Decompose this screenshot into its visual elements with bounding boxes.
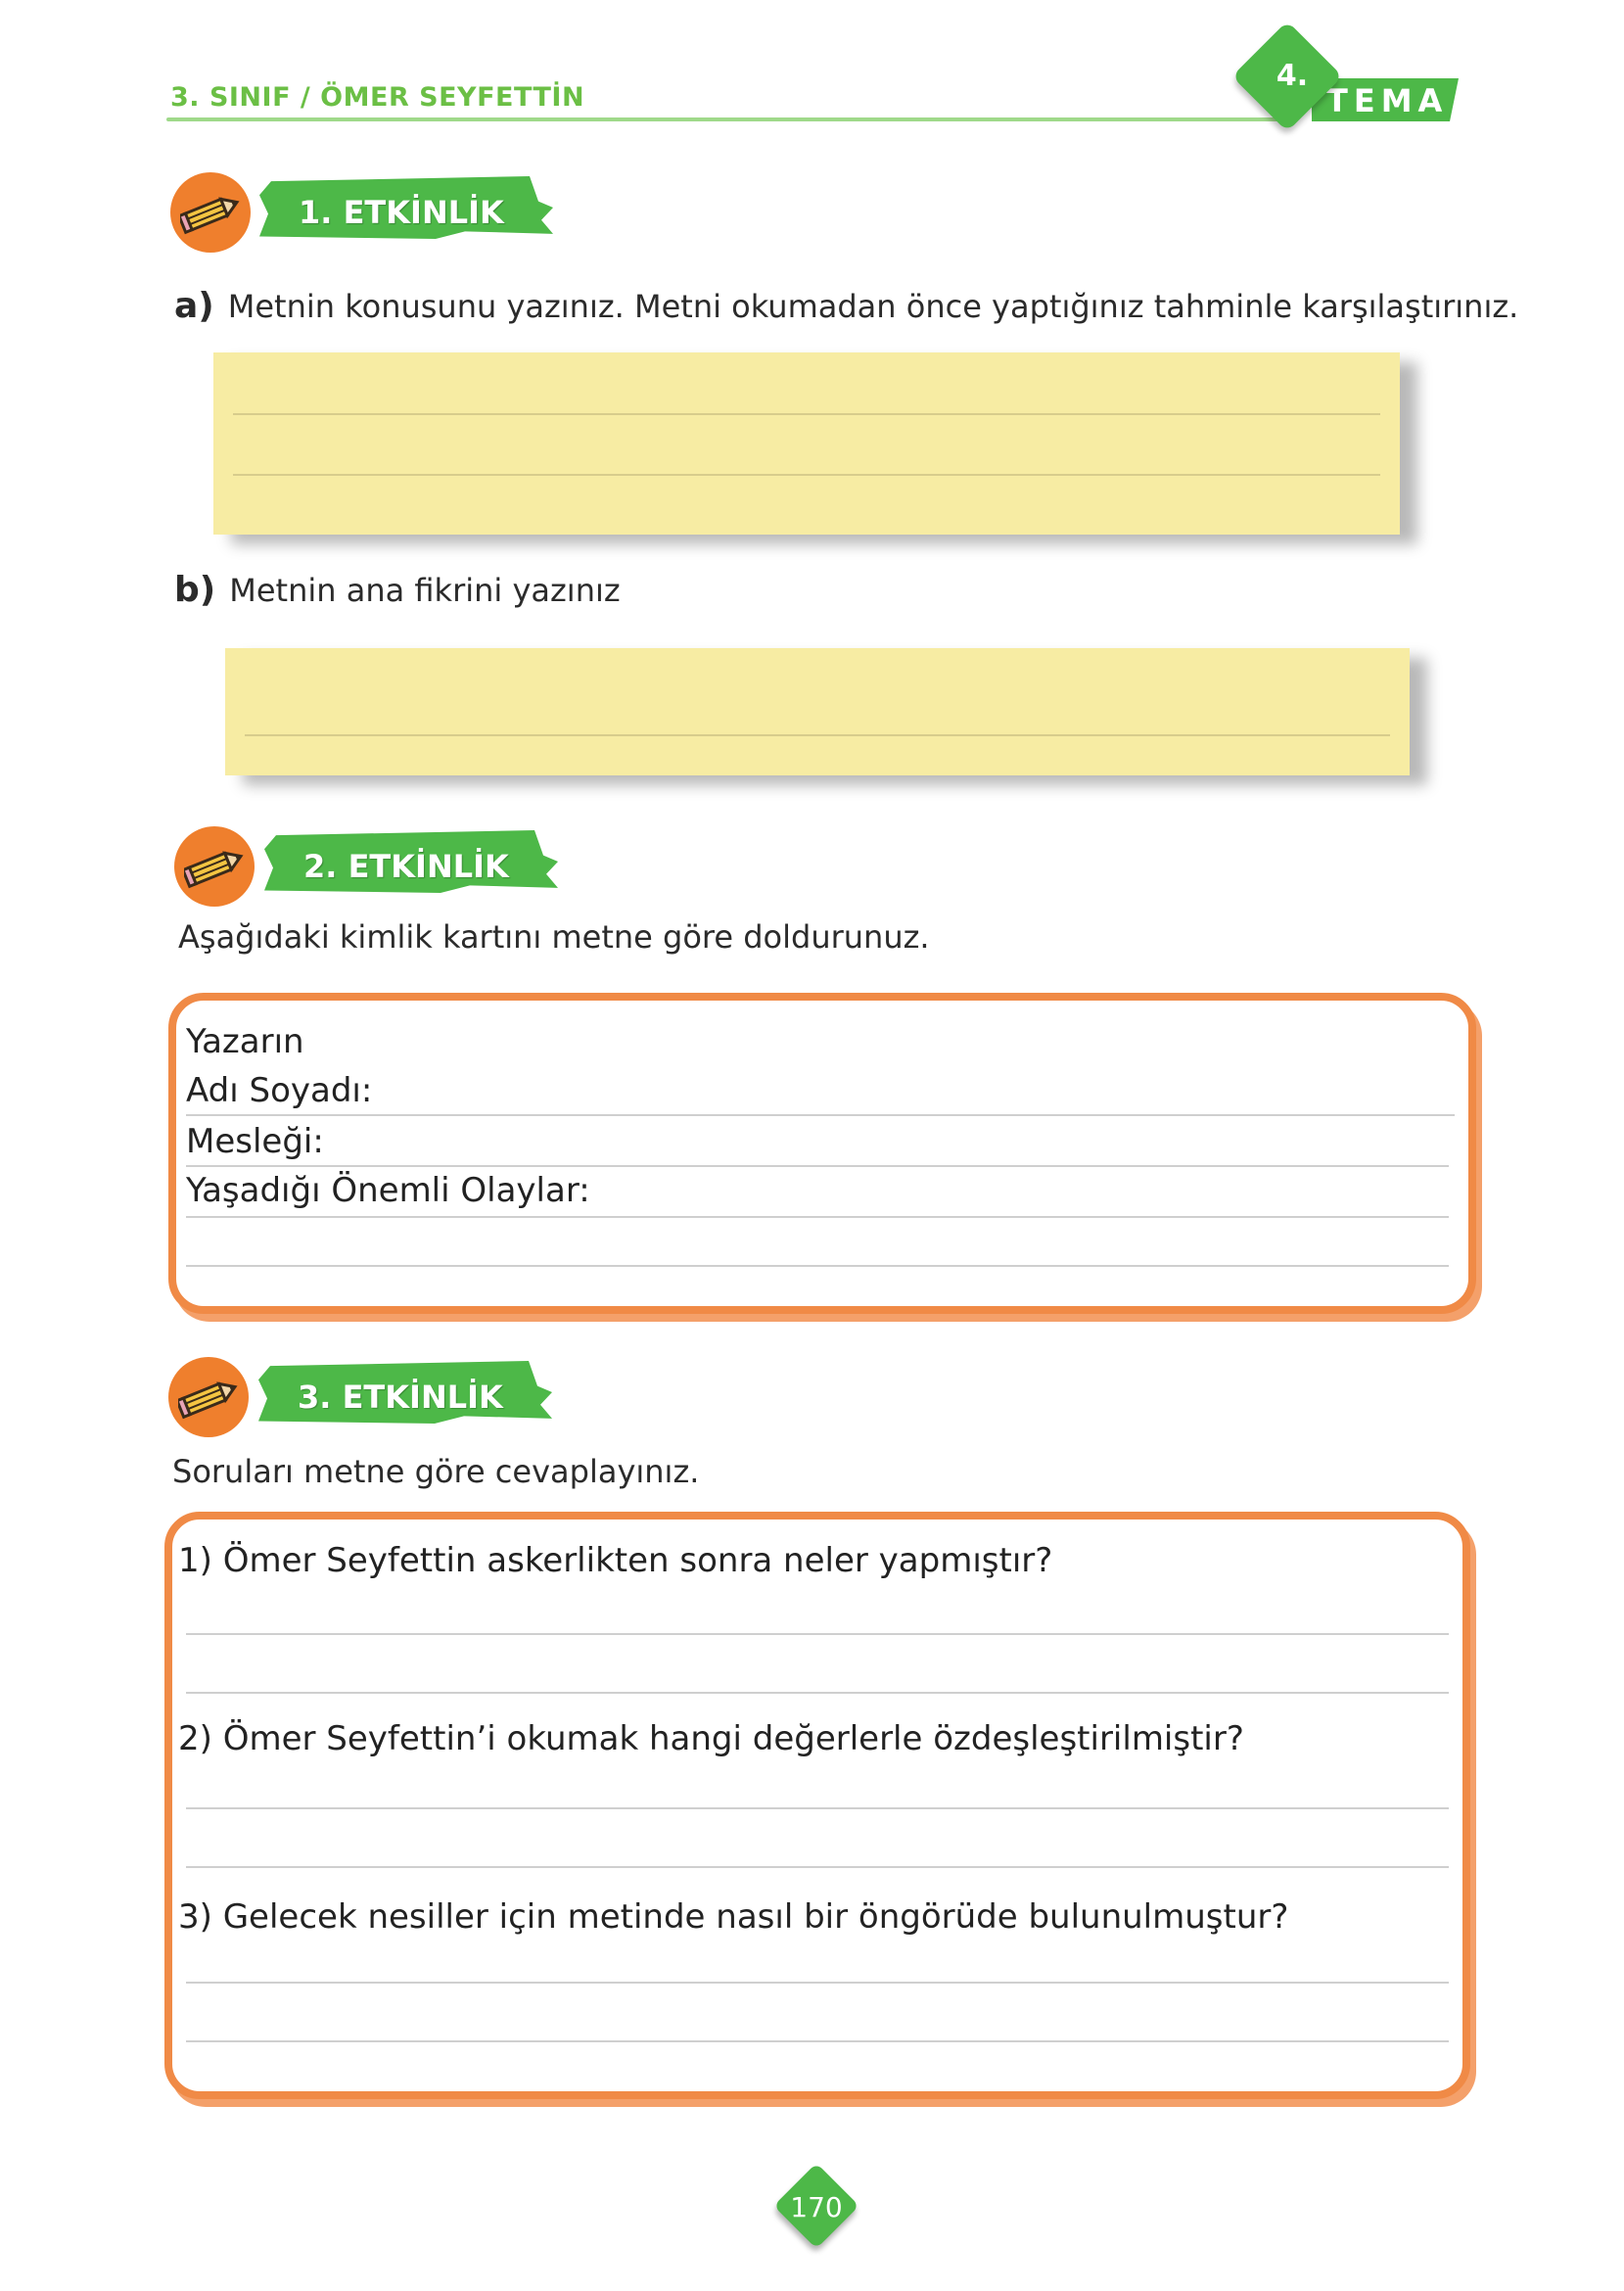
tema-label: TEMA	[1326, 82, 1449, 119]
activity-2-instruction: Aşağıdaki kimlik kartını metne göre doldurunuz.	[178, 918, 930, 956]
question-letter: a)	[174, 286, 214, 326]
question-text: Metnin konusunu yazınız. Metni okumadan önce yaptığınız tahminle karşılaştırınız.	[227, 288, 1519, 325]
question-1: 1) Ömer Seyfettin askerlikten sonra neler yapmıştır?	[178, 1541, 1053, 1580]
activity-3-instruction: Soruları metne göre cevaplayınız.	[172, 1453, 700, 1490]
card-heading: Yazarın	[186, 1022, 304, 1061]
header-divider	[166, 117, 1282, 121]
field-profession-line[interactable]	[186, 1165, 1449, 1167]
questions-card	[164, 1512, 1470, 2099]
question-3: 3) Gelecek nesiller için metinde nasıl bir öngörüde bulunulmuştur?	[178, 1897, 1289, 1937]
page-header-title: 3. SINIF / ÖMER SEYFETTİN	[170, 82, 585, 113]
pencil-icon	[180, 186, 243, 239]
identity-card	[168, 993, 1476, 1314]
page-number: 170	[790, 2191, 843, 2223]
answer-line[interactable]	[186, 1692, 1449, 1694]
tema-number: 4.	[1276, 59, 1309, 93]
question-letter: b)	[174, 570, 216, 610]
pencil-icon	[178, 1371, 241, 1424]
question-2: 2) Ömer Seyfettin’i okumak hangi değerlerle özdeşleştirilmiştir?	[178, 1719, 1244, 1758]
answer-line[interactable]	[186, 1633, 1449, 1635]
answer-line[interactable]	[186, 1982, 1449, 1984]
activity-2-pencil-badge	[174, 826, 255, 907]
field-profession-label: Mesleği:	[186, 1122, 324, 1161]
answer-line[interactable]	[186, 2040, 1449, 2042]
answer-box-1b[interactable]	[225, 648, 1410, 775]
answer-line	[233, 474, 1380, 476]
field-events-label: Yaşadığı Önemli Olaylar:	[186, 1171, 590, 1210]
activity-1-label: 1. ETKİNLİK	[299, 194, 504, 231]
answer-line[interactable]	[186, 1807, 1449, 1809]
field-events-line[interactable]	[186, 1216, 1449, 1218]
answer-line	[245, 734, 1390, 736]
activity-1-pencil-badge	[170, 172, 251, 253]
answer-box-1a[interactable]	[213, 352, 1400, 535]
activity-3-label: 3. ETKİNLİK	[298, 1379, 503, 1416]
field-name-label: Adı Soyadı:	[186, 1071, 373, 1110]
activity-3-pencil-badge	[168, 1357, 249, 1437]
question-text: Metnin ana fikrini yazınız	[229, 572, 621, 609]
question-1b	[174, 570, 621, 610]
field-name-line[interactable]	[186, 1114, 1455, 1116]
answer-line	[233, 413, 1380, 415]
activity-2-label: 2. ETKİNLİK	[303, 848, 509, 885]
question-1a	[174, 286, 1518, 326]
field-events-line[interactable]	[186, 1265, 1449, 1267]
pencil-icon	[184, 840, 247, 893]
answer-line[interactable]	[186, 1866, 1449, 1868]
